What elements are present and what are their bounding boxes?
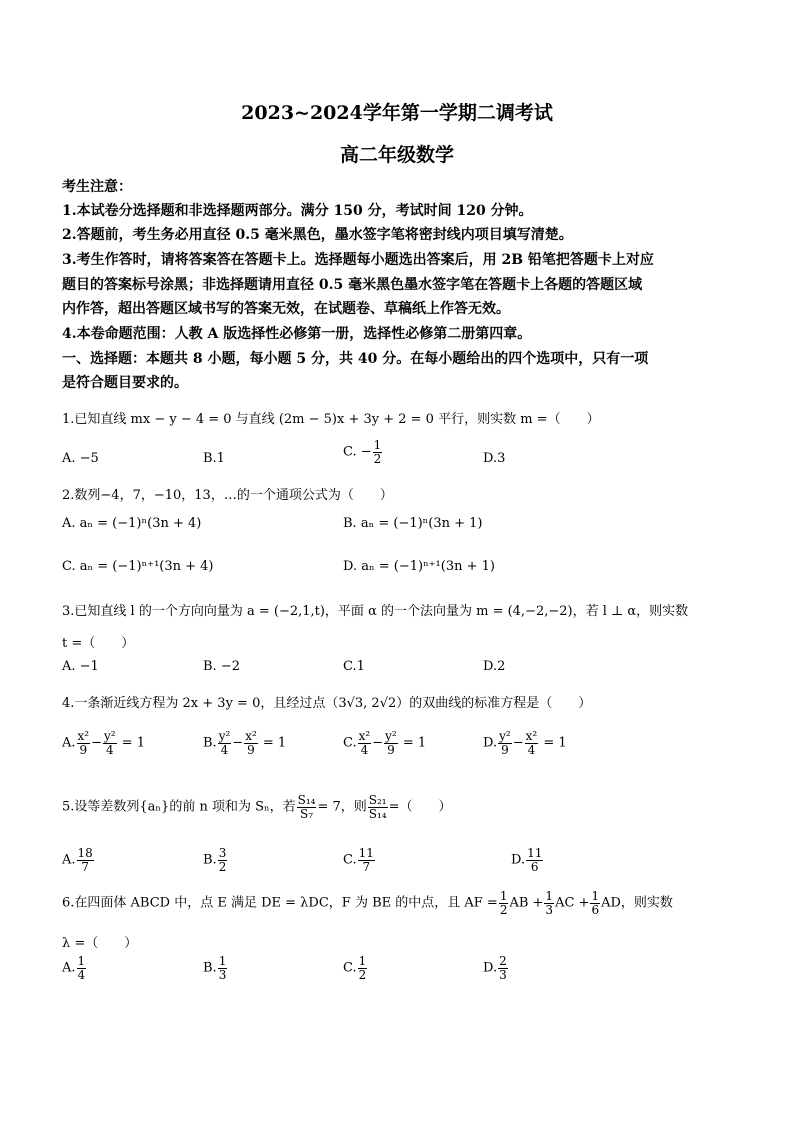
- question-5-option-c: C. $\frac{11}{7}$: [343, 846, 374, 874]
- question-1-option-d: D.3: [483, 451, 506, 466]
- question-3-stem-cont: t =（ ）: [62, 636, 135, 651]
- question-6-stem: 6.在四面体 ABCD 中，点 E 满足 DE = λDC，F 为 BE 的中点，且 AF = $\frac{1}{2}$ AB + $\frac{1}{3}$ AC + $\frac{1}{6}$ AD，则实数: [62, 889, 673, 917]
- question-6-option-d: D. $\frac{2}{3}$: [483, 954, 507, 982]
- notice-line-3c: 内作答，超出答题区域书写的答案无效，在试题卷、草稿纸上作答无效。: [62, 301, 510, 317]
- question-3-option-c: C.1: [343, 659, 365, 674]
- question-4-option-a: A. $\frac{\text{x²}}{9}$ − $\frac{\text{y²}}{4}$ = 1: [62, 729, 146, 757]
- question-6-option-b: B. $\frac{1}{3}$: [203, 954, 227, 982]
- question-6-stem-cont: λ =（ ）: [62, 936, 138, 951]
- question-3-option-b: B. −2: [203, 659, 240, 674]
- question-4-option-c: C. $\frac{\text{x²}}{4}$ − $\frac{\text{y²}}{9}$ = 1: [343, 729, 427, 757]
- question-6-option-a: A. $\frac{1}{4}$: [62, 954, 86, 982]
- question-2-option-b: B. aₙ = (−1)ⁿ(3n + 1): [343, 516, 483, 531]
- question-2-option-c: C. aₙ = (−1)ⁿ⁺¹(3n + 4): [62, 559, 214, 574]
- question-4-option-d: D. $\frac{\text{y²}}{9}$ − $\frac{\text{x²}}{4}$ = 1: [483, 729, 567, 757]
- question-6-option-c: C. $\frac{1}{2}$: [343, 954, 367, 982]
- question-2-option-a: A. aₙ = (−1)ⁿ(3n + 4): [62, 516, 202, 531]
- exam-title: 2023~2024学年第一学期二调考试: [241, 102, 553, 124]
- question-5-option-a: A. $\frac{18}{7}$: [62, 846, 93, 874]
- question-4-stem: 4.一条渐近线方程为 2x + 3y = 0，且经过点（3√3, 2√2）的双曲线的标准方程是（ ）: [62, 696, 592, 711]
- question-5-option-d: D. $\frac{11}{6}$: [511, 846, 543, 874]
- notice-heading: 考生注意：: [62, 179, 132, 195]
- notice-line-3a: 3.考生作答时，请将答案答在答题卡上。选择题每小题选出答案后，用 2B 铅笔把答题卡上对应: [62, 252, 654, 268]
- section-heading-1: 一、选择题：本题共 8 小题，每小题 5 分，共 40 分。在每小题给出的四个选项中，只有一项: [62, 351, 649, 367]
- question-5-option-b: B. $\frac{3}{2}$: [203, 846, 227, 874]
- question-2-option-d: D. aₙ = (−1)ⁿ⁺¹(3n + 1): [343, 559, 495, 574]
- notice-line-4: 4.本卷命题范围：人教 A 版选择性必修第一册，选择性必修第二册第四章。: [62, 326, 532, 342]
- question-2-stem: 2.数列−4，7，−10，13，…的一个通项公式为（ ）: [62, 488, 393, 503]
- notice-line-3b: 题目的答案标号涂黑；非选择题请用直径 0.5 毫米黑色墨水签字笔在答题卡上各题的答题区域: [62, 277, 643, 293]
- notice-line-1: 1.本试卷分选择题和非选择题两部分。满分 150 分，考试时间 120 分钟。: [62, 203, 533, 219]
- notice-line-2: 2.答题前，考生务必用直径 0.5 毫米黑色，墨水签字笔将密封线内项目填写清楚。: [62, 227, 573, 243]
- question-3-option-a: A. −1: [62, 659, 99, 674]
- question-1-option-a: A. −5: [62, 451, 99, 466]
- exam-subtitle: 高二年级数学: [339, 144, 454, 166]
- question-4-option-b: B. $\frac{\text{y²}}{4}$ − $\frac{\text{x²}}{9}$ = 1: [203, 729, 287, 757]
- question-1-stem: 1.已知直线 mx − y − 4 = 0 与直线 (2m − 5)x + 3y + 2 = 0 平行，则实数 m =（ ）: [62, 412, 600, 427]
- question-1-option-c: C. − $\frac{1}{2}$: [343, 438, 382, 466]
- question-3-stem: 3.已知直线 l 的一个方向向量为 a = (−2,1,t)，平面 α 的一个法向量为 m = (4,−2,−2)，若 l ⊥ α，则实数: [62, 604, 689, 619]
- question-1-option-b: B.1: [203, 451, 225, 466]
- question-5-stem: 5.设等差数列{aₙ}的前 n 项和为 Sₙ，若 $\frac{\text{S₁₄}}{\text{S₇}}$ = 7，则 $\frac{\text{S₂₁}}{\text{S₁₄}}$ =（ ）: [62, 793, 452, 821]
- question-3-option-d: D.2: [483, 659, 506, 674]
- section-heading-2: 是符合题目要求的。: [62, 375, 188, 391]
